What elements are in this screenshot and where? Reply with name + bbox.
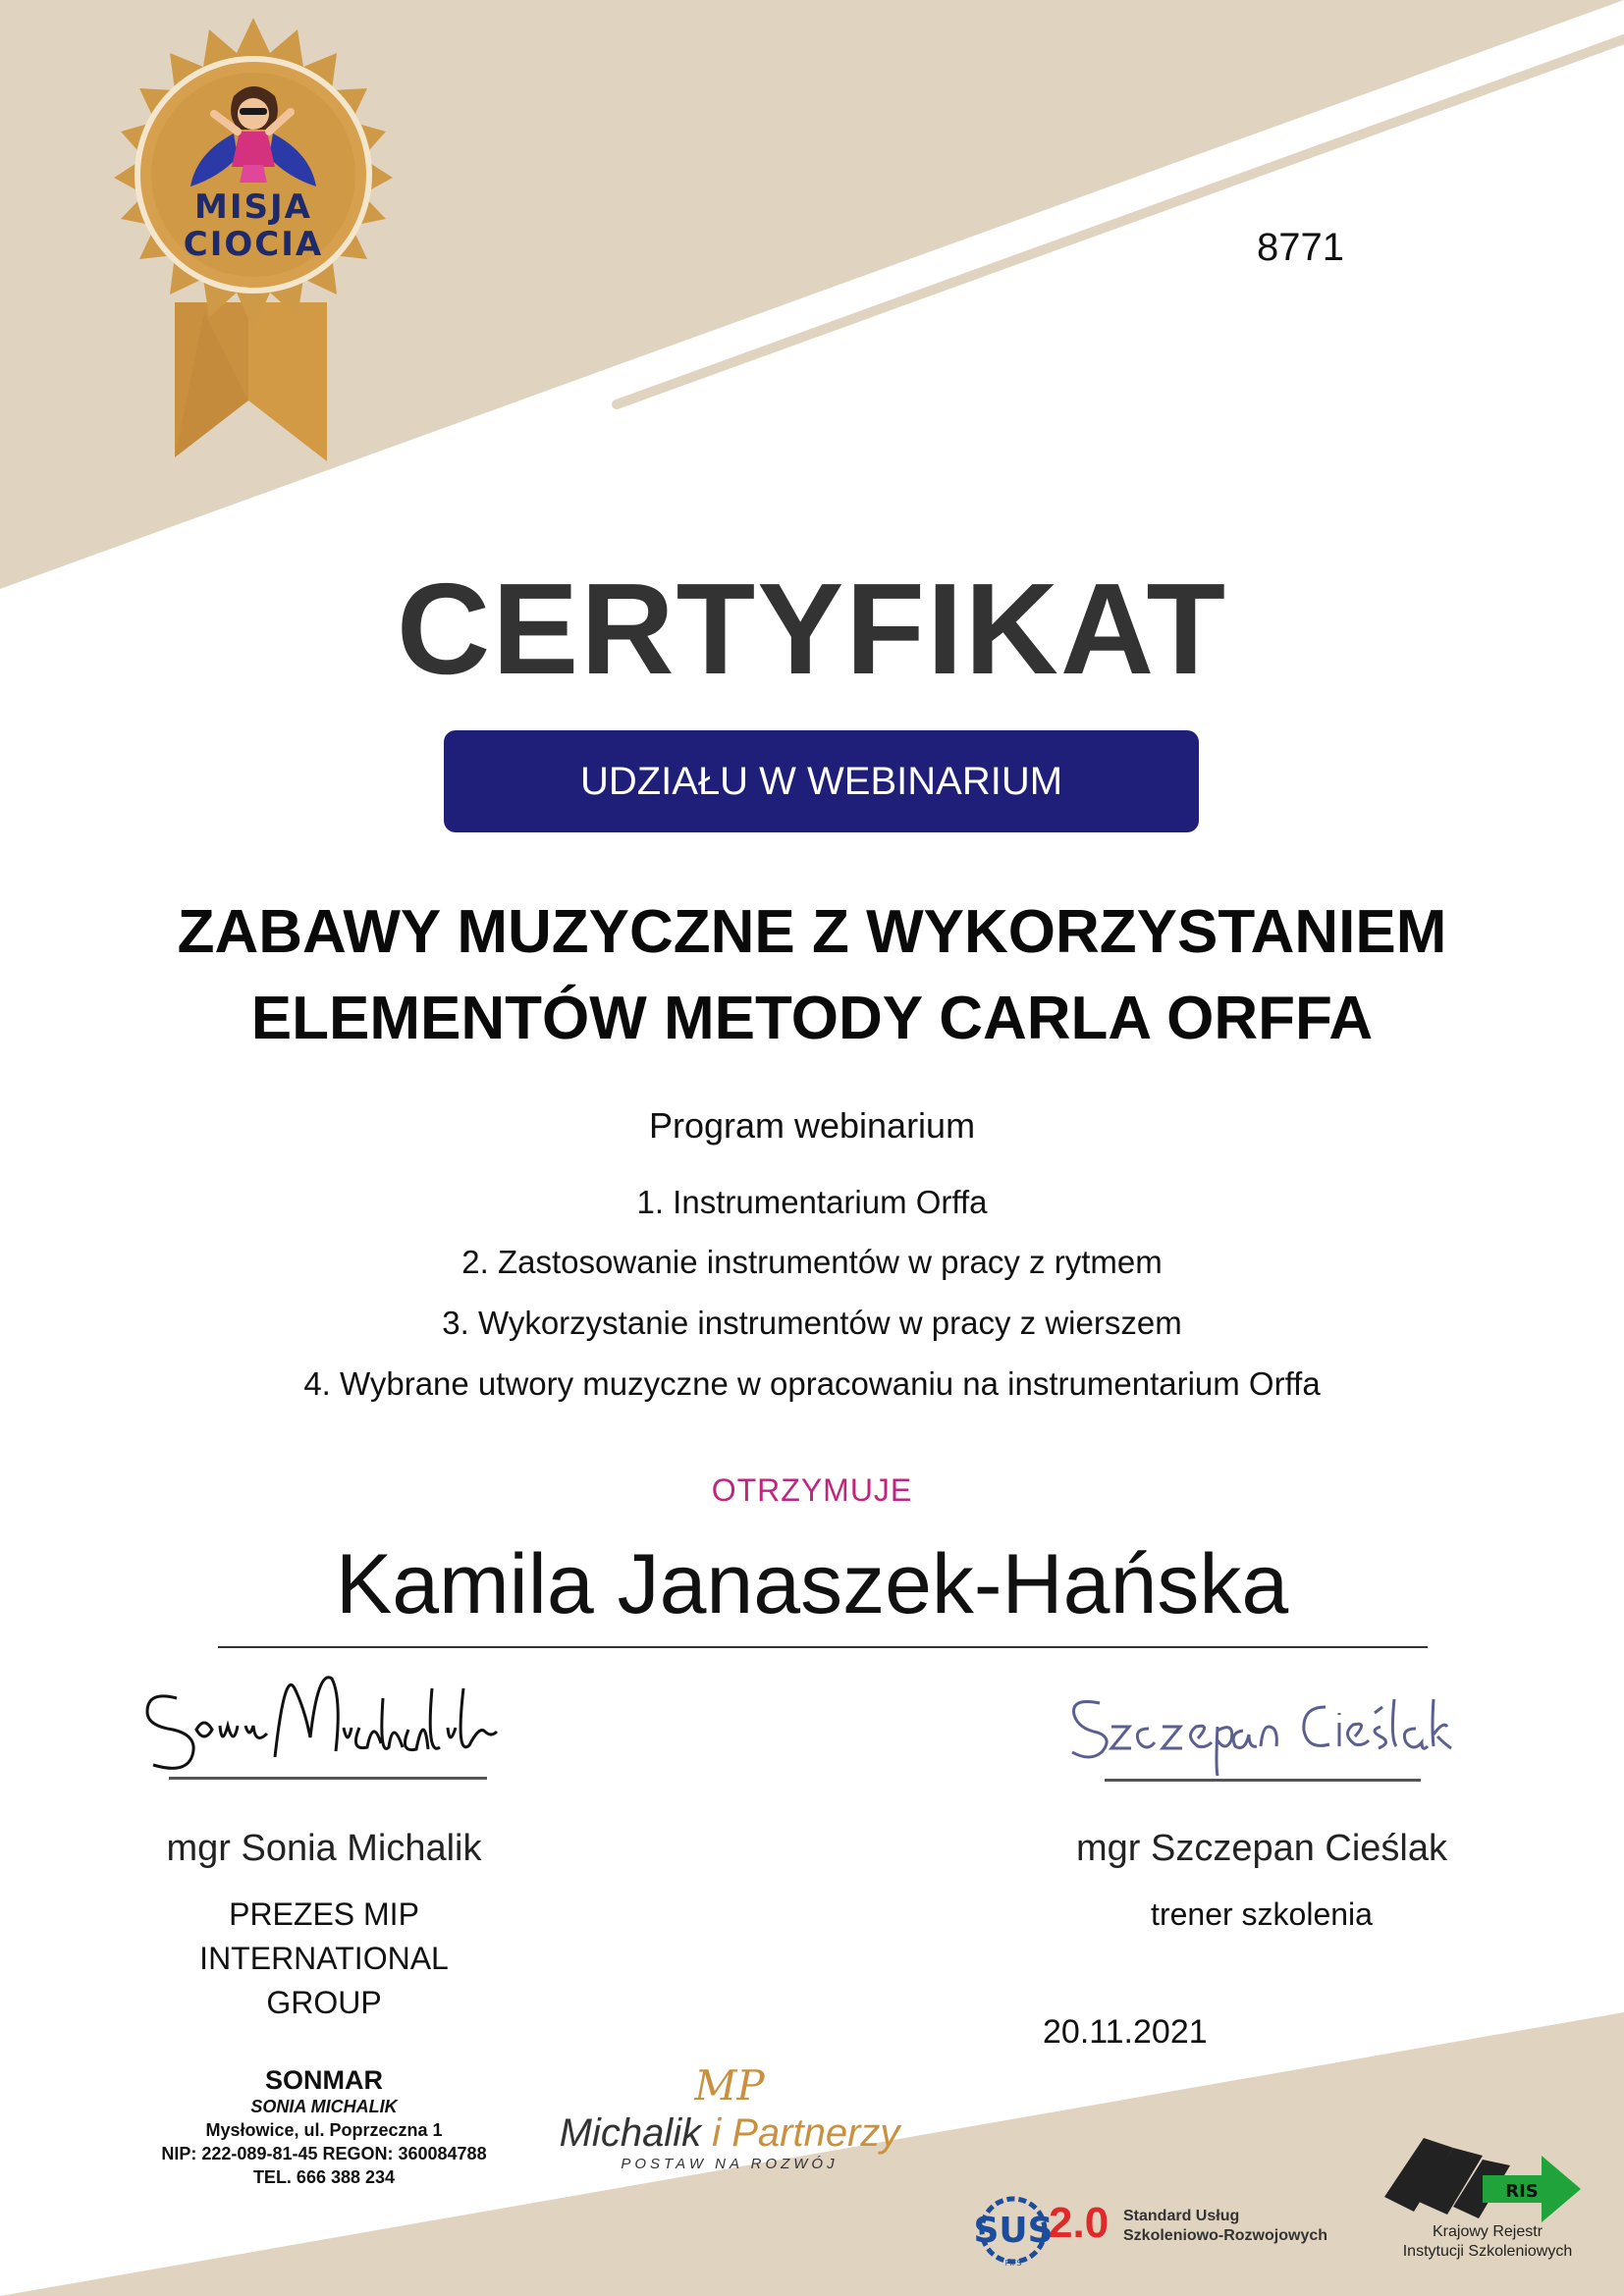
program-heading: Program webinarium — [648, 1105, 976, 1146]
signer-role-2: trener szkolenia — [1151, 1896, 1373, 1932]
sus-logo: SUS PIFS 2.0 Standard Usług Szkoleniowo-Rozwojowych — [962, 2191, 1335, 2269]
svg-text:PIFS: PIFS — [1004, 2259, 1022, 2268]
signature-line — [169, 1777, 487, 1780]
signature-sonia-michalik — [137, 1669, 511, 1777]
recipient-name: Kamila Janaszek-Hańska — [335, 1537, 1289, 1631]
signature-szczepan-cieslak — [1060, 1683, 1483, 1782]
program-item: 1. Instrumentarium Orffa — [636, 1184, 988, 1220]
mp-monogram: MP — [694, 2061, 765, 2109]
svg-text:SUS: SUS — [973, 2211, 1054, 2251]
signer-role-1: PREZES MIP INTERNATIONAL GROUP — [199, 1896, 449, 2020]
certificate-number: 8771 — [1257, 226, 1344, 269]
issue-date: 20.11.2021 — [1043, 2013, 1208, 2051]
ribbon-tails — [175, 302, 327, 461]
badge-line2: CIOCIA — [183, 225, 324, 264]
course-title — [59, 889, 1565, 1062]
michalik-partnerzy-logo: MP Michalik i Partnerzy POSTAW NA ROZWÓJ — [559, 2061, 900, 2172]
ris-arrow-icon — [1384, 2128, 1600, 2226]
subtitle-banner — [444, 730, 1199, 832]
program-item: 3. Wykorzystanie instrumentów w pracy z wierszem — [442, 1305, 1182, 1341]
name-underline — [218, 1646, 1428, 1648]
company-stamp: SONMAR SONIA MICHALIK Mysłowice, ul. Poprzeczna 1 NIP: 222-089-81-45 REGON: 360084788 TEL. 666 388 234 — [161, 2065, 487, 2187]
receives-label: OTRZYMUJE — [711, 1472, 913, 1508]
signer-name-2: mgr Szczepan Cieślak — [1075, 1828, 1448, 1869]
signer-name-1: mgr Sonia Michalik — [166, 1828, 482, 1869]
subtitle-text: UDZIAŁU W WEBINARIUM — [579, 759, 1063, 803]
course-title-line2: ELEMENTÓW METODY CARLA ORFFA — [250, 985, 1374, 1052]
course-title-line1: ZABAWY MUZYCZNE Z WYKORZYSTANIEM — [177, 898, 1447, 966]
badge-line1: MISJA — [194, 187, 312, 227]
program-item: 4. Wybrane utwory muzyczne w opracowaniu na instrumentarium Orffa — [303, 1365, 1321, 1402]
program-item: 2. Zastosowanie instrumentów w pracy z rytmem — [461, 1244, 1163, 1280]
signature-line — [1105, 1779, 1421, 1782]
svg-text:RIS: RIS — [1505, 2181, 1539, 2202]
ris-logo: RIS Krajowy Rejestr Instytucji Szkoleniowych — [1375, 2128, 1600, 2266]
misja-ciocia-badge — [86, 18, 420, 469]
page-title: CERTYFIKAT — [396, 557, 1228, 701]
